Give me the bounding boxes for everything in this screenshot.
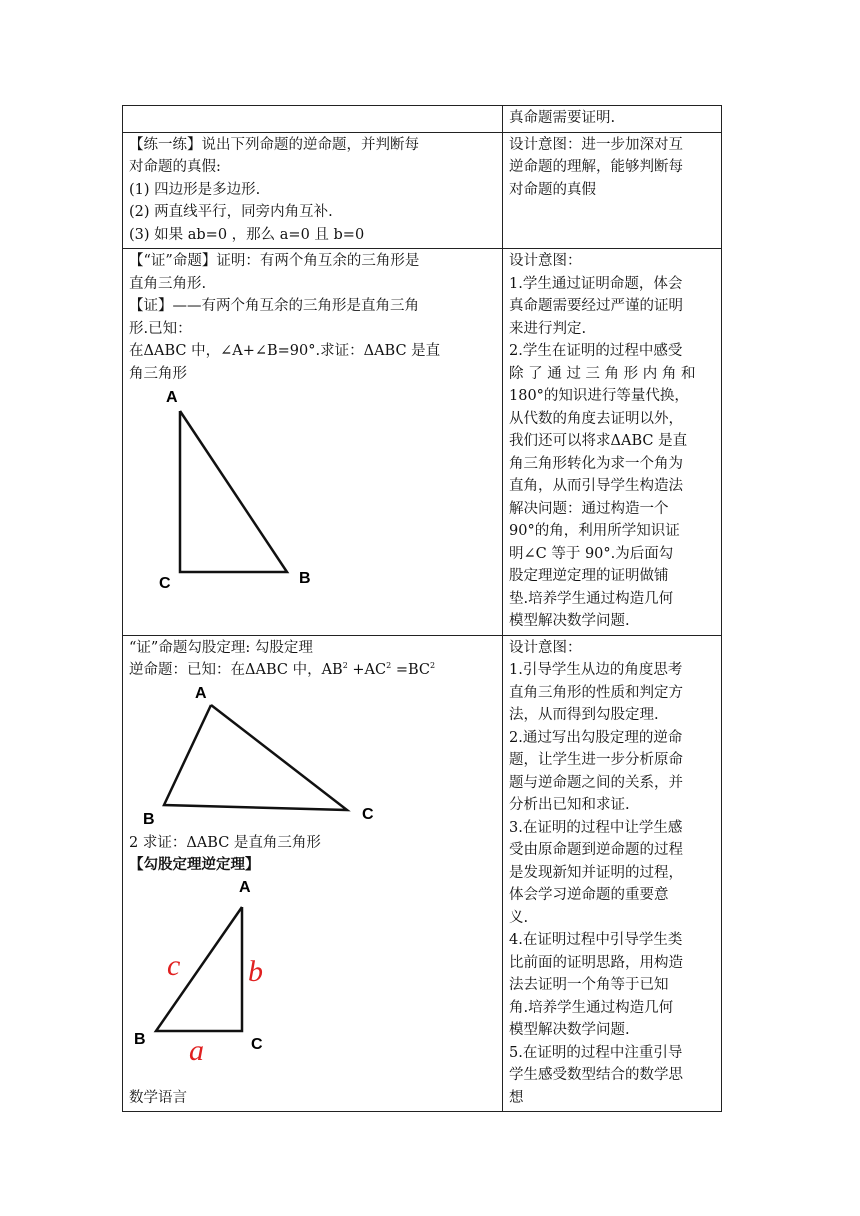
text-line: 来进行判定. xyxy=(509,320,587,337)
vertex-label-b: B xyxy=(143,810,155,828)
right-triangle-figure-3 xyxy=(129,877,329,1087)
vertex-label-b: B xyxy=(299,570,311,587)
text-line: 明∠C 等于 90°.为后面勾 xyxy=(509,545,674,562)
text-line: 比前面的证明思路，用构造 xyxy=(509,954,683,971)
table-row xyxy=(123,635,722,1112)
text-line: 1.学生通过证明命题，体会 xyxy=(509,275,683,292)
side-label-a: a xyxy=(189,1033,204,1067)
text-line: 直角，从而引导学生构造法 xyxy=(509,478,683,494)
vertex-label-c: C xyxy=(159,575,171,592)
text-line: 解决问题：通过构造一个 xyxy=(509,500,669,517)
text-line: (3) 如果 ab=0 ，那么 a=0 且 b=0 xyxy=(129,226,365,243)
text-line: 义. xyxy=(509,909,529,926)
text-line: 对命题的真假: xyxy=(129,159,221,175)
side-label-b: b xyxy=(248,954,263,988)
text-line: 学生感受数型结合的数学思 xyxy=(509,1067,683,1083)
vertex-label-c: C xyxy=(251,1035,263,1053)
text-line: 设计意图： xyxy=(509,639,582,656)
text-line: 体会学习逆命题的重要意 xyxy=(509,887,669,903)
text-line: 【勾股定理逆定理】 xyxy=(129,856,260,873)
text-line: 形.已知： xyxy=(129,320,192,337)
text-line: 直角三角形. xyxy=(129,275,207,292)
text-line: 2 求证：ΔABC 是直角三角形 xyxy=(129,834,321,851)
superscript: 2 xyxy=(430,661,436,671)
table-row xyxy=(123,106,722,133)
superscript: 2 xyxy=(342,661,348,671)
text-line: 是发现新知并证明的过程， xyxy=(509,864,683,881)
text-line: 题与逆命题之间的关系，并 xyxy=(509,774,683,791)
vertex-label-c: C xyxy=(362,805,374,823)
text-line: 【练一练】说出下列命题的逆命题，并判断每 xyxy=(129,136,419,153)
row4-left-cell xyxy=(123,635,503,1112)
text-line: 受由原命题到逆命题的过程 xyxy=(509,842,683,858)
row2-right-cell xyxy=(503,132,722,249)
text-line: 模型解决数学问题. xyxy=(509,1022,630,1038)
text-line: “证”命题勾股定理: 勾股定理 xyxy=(129,639,313,656)
text-line: (1) 四边形是多边形. xyxy=(129,181,261,198)
text-line: (2) 两直线平行，同旁内角互补. xyxy=(129,204,333,220)
vertex-label-b: B xyxy=(134,1030,146,1048)
table-row xyxy=(123,249,722,636)
pythagorean-hypothesis-line xyxy=(129,659,497,682)
text-line: 2.学生在证明的过程中感受 xyxy=(509,343,683,359)
row1-right-cell: 真命题需要证明. xyxy=(503,106,722,133)
text-line: 5.在证明的过程中注重引导 xyxy=(509,1044,683,1061)
text-line: 角三角形 xyxy=(129,365,187,382)
text-line: 想 xyxy=(509,1089,524,1106)
text-line: 股定理逆定理的证明做铺 xyxy=(509,568,669,584)
row4-right-cell xyxy=(503,635,722,1112)
text-line: 法，从而得到勾股定理. xyxy=(509,707,659,723)
lesson-plan-table xyxy=(122,105,722,1112)
vertex-label-a: A xyxy=(239,878,251,896)
text-span: 逆命题：已知：在ΔABC 中，AB xyxy=(129,662,343,678)
text-line: 4.在证明过程中引导学生类 xyxy=(509,932,683,948)
text-line: 角三角形转化为求一个角为 xyxy=(509,455,683,472)
superscript: 2 xyxy=(386,661,392,671)
row3-left-cell xyxy=(123,249,503,636)
text-line: 1.引导学生从边的角度思考 xyxy=(509,662,683,678)
row2-left-cell xyxy=(123,132,503,249)
row3-right-cell xyxy=(503,249,722,636)
triangle-figure-2 xyxy=(129,682,389,832)
vertex-label-a: A xyxy=(166,389,178,406)
text-line: 法去证明一个角等于已知 xyxy=(509,977,669,993)
text-line: 分析出已知和求证. xyxy=(509,797,630,813)
text-line: 逆命题的理解，能够判断每 xyxy=(509,159,683,175)
text-line: 真命题需要经过严谨的证明 xyxy=(509,298,683,314)
text-line: 3.在证明的过程中让学生感 xyxy=(509,819,683,836)
text-line: 直角三角形的性质和判定方 xyxy=(509,684,683,701)
side-label-c: c xyxy=(167,948,181,982)
text-line: 在ΔABC 中，∠A+∠B=90°.求证：ΔABC 是直 xyxy=(129,343,441,359)
text-line: 【“证”命题】证明：有两个角互余的三角形是 xyxy=(129,253,420,269)
text-line: 我们还可以将求ΔABC 是直 xyxy=(509,433,688,449)
text-line: 数学语言 xyxy=(129,1089,187,1106)
text-line: 设计意图：进一步加深对互 xyxy=(509,136,683,153)
table-row xyxy=(123,132,722,249)
text-line: 【证】——有两个角互余的三角形是直角三角 xyxy=(129,298,419,314)
text-line: 180°的知识进行等量代换， xyxy=(509,388,689,404)
text-line: 对命题的真假 xyxy=(509,181,596,198)
row1-left-cell xyxy=(123,106,503,133)
text-span: =BC xyxy=(391,662,430,678)
text-line: 模型解决数学问题. xyxy=(509,613,630,629)
text-span: +AC xyxy=(347,662,387,678)
vertex-label-a: A xyxy=(195,684,207,702)
text-line: 题，让学生进一步分析原命 xyxy=(509,752,683,768)
right-triangle-figure-1 xyxy=(129,385,329,595)
text-line: 设计意图： xyxy=(509,253,582,269)
text-line: 除 了 通 过 三 角 形 内 角 和 xyxy=(509,365,696,382)
text-line: 垫.培养学生通过构造几何 xyxy=(509,590,674,607)
text-line: 角.培养学生通过构造几何 xyxy=(509,999,674,1016)
text-line: 2.通过写出勾股定理的逆命 xyxy=(509,729,683,746)
text-line: 90°的角，利用所学知识证 xyxy=(509,523,680,539)
text-line: 从代数的角度去证明以外， xyxy=(509,410,683,427)
